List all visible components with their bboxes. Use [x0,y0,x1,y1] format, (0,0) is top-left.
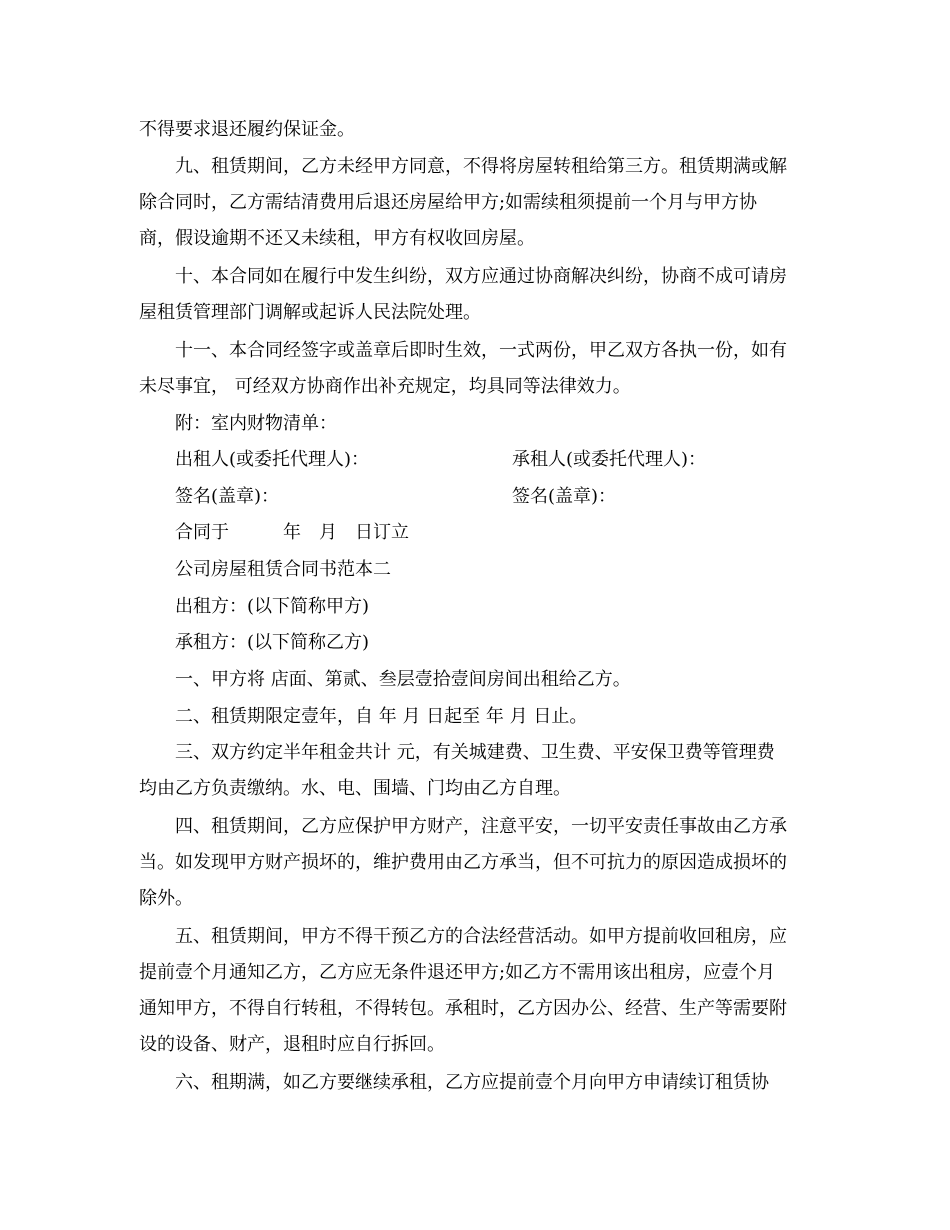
text-line: 设的设备、财产，退租时应自行拆回。 [139,1034,445,1055]
lessor-signature: 签名(盖章)： [175,486,280,507]
text-line: 除合同时，乙方需结清费用后退还房屋给甲方;如需续租须提前一个月与甲方协 [139,192,758,213]
text-line: 不得要求退还履约保证金。 [139,119,355,140]
text-line: 提前壹个月通知乙方，乙方应无条件退还甲方;如乙方不需用该出租房，应壹个月 [139,962,776,983]
text-line: 通知甲方，不得自行转租，不得转包。承租时，乙方因办公、经营、生产等需要附 [139,998,787,1019]
second-contract-title: 公司房屋租赁合同书范本二 [175,559,391,580]
text-line: 未尽事宜， 可经双方协商作出补充规定，均具同等法律效力。 [139,376,631,397]
clause-one: 一、甲方将 店面、第贰、叁层壹拾壹间房间出租给乙方。 [175,669,631,690]
contract-date-line: 合同于 年 月 日订立 [175,522,409,543]
lessor-label: 出租人(或委托代理人)： [175,449,370,470]
text-line: 十、本合同如在履行中发生纠纷，双方应通过协商解决纠纷，协商不成可请房 [175,266,787,287]
lessee-label: 承租人(或委托代理人)： [512,449,707,470]
clause-two: 二、租赁期限定壹年，自 年 月 日起至 年 月 日止。 [175,706,588,727]
attachment-line: 附：室内财物清单： [175,413,337,434]
text-line: 屋租赁管理部门调解或起诉人民法院处理。 [139,302,481,323]
text-line: 均由乙方负责缴纳。水、电、围墙、门均由乙方自理。 [139,778,571,799]
text-line: 九、租赁期间，乙方未经甲方同意，不得将房屋转租给第三方。租赁期满或解 [175,156,787,177]
clause-six: 六、租期满，如乙方要继续承租，乙方应提前壹个月向甲方申请续订租赁协 [175,1072,769,1093]
text-line: 十一、本合同经签字或盖章后即时生效，一式两份，甲乙双方各执一份，如有 [175,340,787,361]
text-line: 商，假设逾期不还又未续租，甲方有权收回房屋。 [139,228,535,249]
text-line: 除外。 [139,888,193,909]
text-line: 三、双方约定半年租金共计 元，有关城建费、卫生费、平安保卫费等管理费 [175,742,775,763]
second-lessee: 承租方：(以下简称乙方) [175,632,370,653]
text-line: 五、租赁期间，甲方不得干预乙方的合法经营活动。如甲方提前收回租房，应 [175,926,787,947]
text-line: 四、租赁期间，乙方应保护甲方财产，注意平安，一切平安责任事故由乙方承 [175,816,787,837]
second-lessor: 出租方：(以下简称甲方) [175,596,370,617]
lessee-signature: 签名(盖章)： [512,486,617,507]
text-line: 当。如发现甲方财产损坏的，维护费用由乙方承当，但不可抗力的原因造成损坏的 [139,852,787,873]
